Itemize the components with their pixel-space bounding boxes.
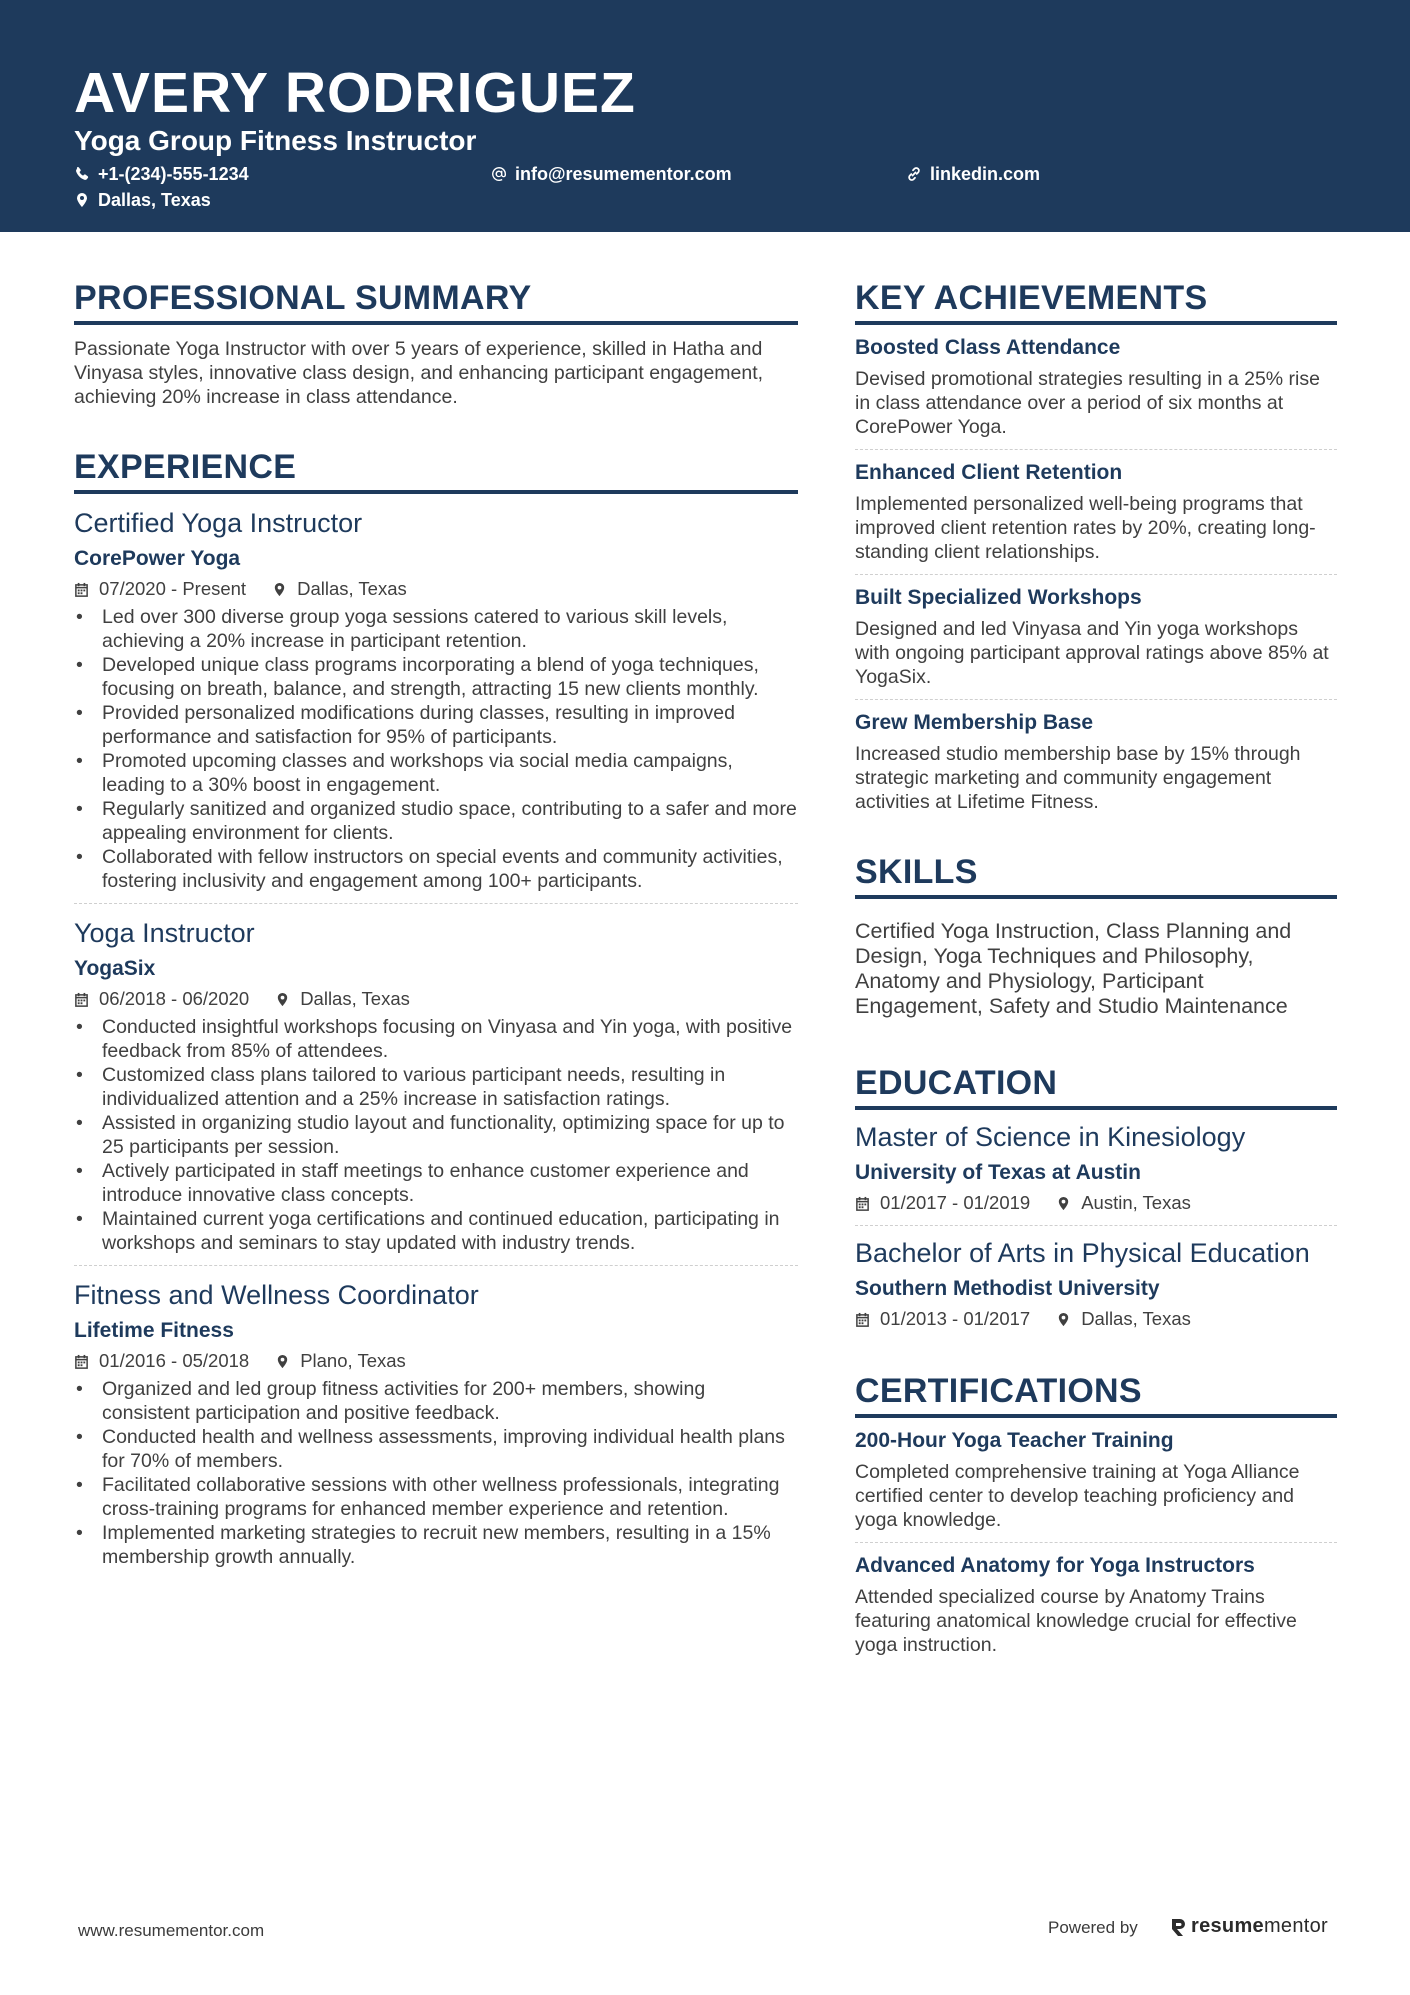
calendar-icon xyxy=(74,582,89,597)
achievement-title: Boosted Class Attendance xyxy=(855,336,1121,359)
certification-title: Advanced Anatomy for Yoga Instructors xyxy=(855,1554,1255,1577)
achievement-desc: Increased studio membership base by 15% through strategic marketing and community engagement activities at Lifetime Fitness. xyxy=(855,743,1301,813)
job-bullets xyxy=(74,1015,798,1255)
calendar-icon xyxy=(74,992,89,1007)
location-text: Dallas, Texas xyxy=(98,190,211,210)
location-pin-icon xyxy=(275,1354,290,1369)
calendar-icon xyxy=(855,1312,870,1327)
job-bullet: • Facilitated collaborative sessions with other wellness professionals, integrating cross-training programs for enhanced member experience and retention. xyxy=(74,1473,798,1521)
certifications-heading: CERTIFICATIONS xyxy=(855,1371,1337,1418)
certification-item xyxy=(855,1553,1337,1657)
calendar-icon xyxy=(855,1196,870,1211)
job-bullet: • Implemented marketing strategies to recruit new members, resulting in a 15% membership growth annually. xyxy=(74,1521,798,1569)
job-bullet: • Promoted upcoming classes and workshops via social media campaigns, leading to a 30% boost in engagement. xyxy=(74,749,798,797)
job-location: Dallas, Texas xyxy=(300,988,410,1009)
education-meta xyxy=(855,1307,1337,1331)
job-meta xyxy=(74,1349,798,1373)
job-location: Dallas, Texas xyxy=(297,578,407,599)
contact-linkedin[interactable] xyxy=(906,163,1040,185)
location-pin-icon xyxy=(272,582,287,597)
job-title: Fitness and Wellness Coordinator xyxy=(74,1280,479,1310)
entry-divider xyxy=(855,1542,1337,1543)
education-location: Austin, Texas xyxy=(1081,1192,1191,1213)
job-dates: 01/2016 - 05/2018 xyxy=(99,1350,250,1371)
education-location-wrap xyxy=(1056,1307,1191,1331)
entry-divider xyxy=(74,1265,798,1266)
job-company: CorePower Yoga xyxy=(74,547,241,570)
achievement-desc: Implemented personalized well-being programs that improved client retention rates by 20%, creating long-standing client relationships. xyxy=(855,493,1316,563)
footer-website-link[interactable]: www.resumementor.com xyxy=(78,1921,265,1940)
brand-wordmark xyxy=(1191,1915,1328,1938)
left-column xyxy=(74,278,798,1569)
certification-desc: Attended specialized course by Anatomy Trains featuring anatomical knowledge crucial for effective yoga instruction. xyxy=(855,1586,1297,1656)
job-bullet: • Assisted in organizing studio layout and functionality, optimizing space for up to 25 participants per session. xyxy=(74,1111,798,1159)
job-entry xyxy=(74,506,798,893)
education-item xyxy=(855,1236,1337,1331)
achievement-desc: Devised promotional strategies resulting in a 25% rise in class attendance over a period of six months at CorePower Yoga. xyxy=(855,368,1320,438)
candidate-name: AVERY RODRIGUEZ xyxy=(74,61,636,125)
education-dates: 01/2017 - 01/2019 xyxy=(880,1192,1031,1213)
achievement-item xyxy=(855,710,1337,814)
job-bullet: • Collaborated with fellow instructors on special events and community activities, fostering inclusivity and engagement among 100+ participants. xyxy=(74,845,798,893)
resume-header xyxy=(0,0,1410,232)
calendar-icon xyxy=(74,1354,89,1369)
job-bullets xyxy=(74,1377,798,1569)
job-location-wrap xyxy=(275,987,410,1011)
contact-phone[interactable] xyxy=(74,163,249,185)
job-company: YogaSix xyxy=(74,957,156,980)
job-bullet: • Conducted insightful workshops focusing on Vinyasa and Yin yoga, with positive feedback from 85% of attendees. xyxy=(74,1015,798,1063)
entry-divider xyxy=(855,449,1337,450)
location-pin-icon xyxy=(275,992,290,1007)
achievement-item xyxy=(855,460,1337,564)
job-location-wrap xyxy=(272,577,407,601)
job-title: Yoga Instructor xyxy=(74,918,255,948)
job-dates: 06/2018 - 06/2020 xyxy=(99,988,250,1009)
job-location: Plano, Texas xyxy=(300,1350,406,1371)
entry-divider xyxy=(74,903,798,904)
phone-icon xyxy=(74,166,90,182)
entry-divider xyxy=(855,574,1337,575)
job-bullet: • Maintained current yoga certifications and continued education, participating in workshops and seminars to stay updated with industry trends. xyxy=(74,1207,798,1255)
job-bullet: • Organized and led group fitness activities for 200+ members, showing consistent participation and positive feedback. xyxy=(74,1377,798,1425)
summary-text: Passionate Yoga Instructor with over 5 years of experience, skilled in Hatha and Vinyasa styles, innovative class design, and enhancing participant engagement, achieving 20% increase in class attendance. xyxy=(74,338,764,408)
job-bullet: • Customized class plans tailored to various participant needs, resulting in individualized attention and a 25% increase in satisfaction ratings. xyxy=(74,1063,798,1111)
job-location-wrap xyxy=(275,1349,406,1373)
brand-wordmark-bold: resume xyxy=(1191,1915,1264,1937)
brand-logo[interactable] xyxy=(1170,1915,1328,1938)
education-location: Dallas, Texas xyxy=(1081,1308,1191,1329)
achievement-title: Built Specialized Workshops xyxy=(855,586,1142,609)
job-company: Lifetime Fitness xyxy=(74,1319,234,1342)
location-pin-icon xyxy=(74,192,90,208)
brand-wordmark-light: mentor xyxy=(1263,1915,1328,1937)
powered-by-label: Powered by xyxy=(1048,1918,1138,1937)
job-bullet: • Developed unique class programs incorporating a blend of yoga techniques, focusing on breath, balance, and strength, attracting 15 new clients monthly. xyxy=(74,653,798,701)
job-meta xyxy=(74,577,798,601)
certification-desc: Completed comprehensive training at Yoga Alliance certified center to develop teaching proficiency and yoga knowledge. xyxy=(855,1461,1300,1531)
contact-location xyxy=(74,189,211,211)
achievement-title: Grew Membership Base xyxy=(855,711,1094,734)
job-bullet: • Conducted health and wellness assessments, improving individual health plans for 70% of members. xyxy=(74,1425,798,1473)
resumementor-logo-icon xyxy=(1170,1917,1186,1937)
achievement-item xyxy=(855,335,1337,439)
education-degree: Bachelor of Arts in Physical Education xyxy=(855,1238,1310,1268)
education-dates: 01/2013 - 01/2017 xyxy=(880,1308,1031,1329)
entry-divider xyxy=(855,1225,1337,1226)
job-bullet: • Provided personalized modifications during classes, resulting in improved performance and satisfaction for 95% of participants. xyxy=(74,701,798,749)
experience-heading: EXPERIENCE xyxy=(74,447,798,494)
job-title: Certified Yoga Instructor xyxy=(74,508,363,538)
job-dates: 07/2020 - Present xyxy=(99,578,247,599)
certification-item xyxy=(855,1428,1337,1532)
certification-title: 200-Hour Yoga Teacher Training xyxy=(855,1429,1174,1452)
achievements-heading: KEY ACHIEVEMENTS xyxy=(855,278,1337,325)
education-degree: Master of Science in Kinesiology xyxy=(855,1122,1246,1152)
entry-divider xyxy=(855,699,1337,700)
summary-heading: PROFESSIONAL SUMMARY xyxy=(74,278,798,325)
education-school: University of Texas at Austin xyxy=(855,1161,1141,1184)
education-meta xyxy=(855,1191,1337,1215)
education-item xyxy=(855,1120,1337,1215)
education-school: Southern Methodist University xyxy=(855,1277,1160,1300)
job-entry xyxy=(74,1278,798,1569)
skills-heading: SKILLS xyxy=(855,852,1337,899)
email-text: info@resumementor.com xyxy=(515,164,732,184)
job-meta xyxy=(74,987,798,1011)
job-bullet: • Actively participated in staff meetings to enhance customer experience and introduce innovative class concepts. xyxy=(74,1159,798,1207)
right-column xyxy=(855,278,1337,1657)
link-icon xyxy=(906,166,922,182)
job-entry xyxy=(74,916,798,1255)
candidate-title: Yoga Group Fitness Instructor xyxy=(74,125,477,156)
contact-email[interactable] xyxy=(491,163,732,185)
at-icon xyxy=(491,166,507,182)
achievement-title: Enhanced Client Retention xyxy=(855,461,1123,484)
job-bullet: • Regularly sanitized and organized studio space, contributing to a safer and more appealing environment for clients. xyxy=(74,797,798,845)
achievement-desc: Designed and led Vinyasa and Yin yoga workshops with ongoing participant approval ratings above 85% at YogaSix. xyxy=(855,618,1329,688)
education-heading: EDUCATION xyxy=(855,1063,1337,1110)
linkedin-text: linkedin.com xyxy=(930,164,1041,184)
achievement-item xyxy=(855,585,1337,689)
phone-text: +1-(234)-555-1234 xyxy=(98,164,249,184)
skills-text: Certified Yoga Instruction, Class Planning and Design, Yoga Techniques and Philosophy, Anatomy and Physiology, Participant Engagement, Safety and Studio Maintenance xyxy=(855,919,1292,1018)
location-pin-icon xyxy=(1056,1196,1071,1211)
education-location-wrap xyxy=(1056,1191,1191,1215)
location-pin-icon xyxy=(1056,1312,1071,1327)
job-bullets xyxy=(74,605,798,893)
job-bullet: • Led over 300 diverse group yoga sessions catered to various skill levels, achieving a 20% increase in participant retention. xyxy=(74,605,798,653)
